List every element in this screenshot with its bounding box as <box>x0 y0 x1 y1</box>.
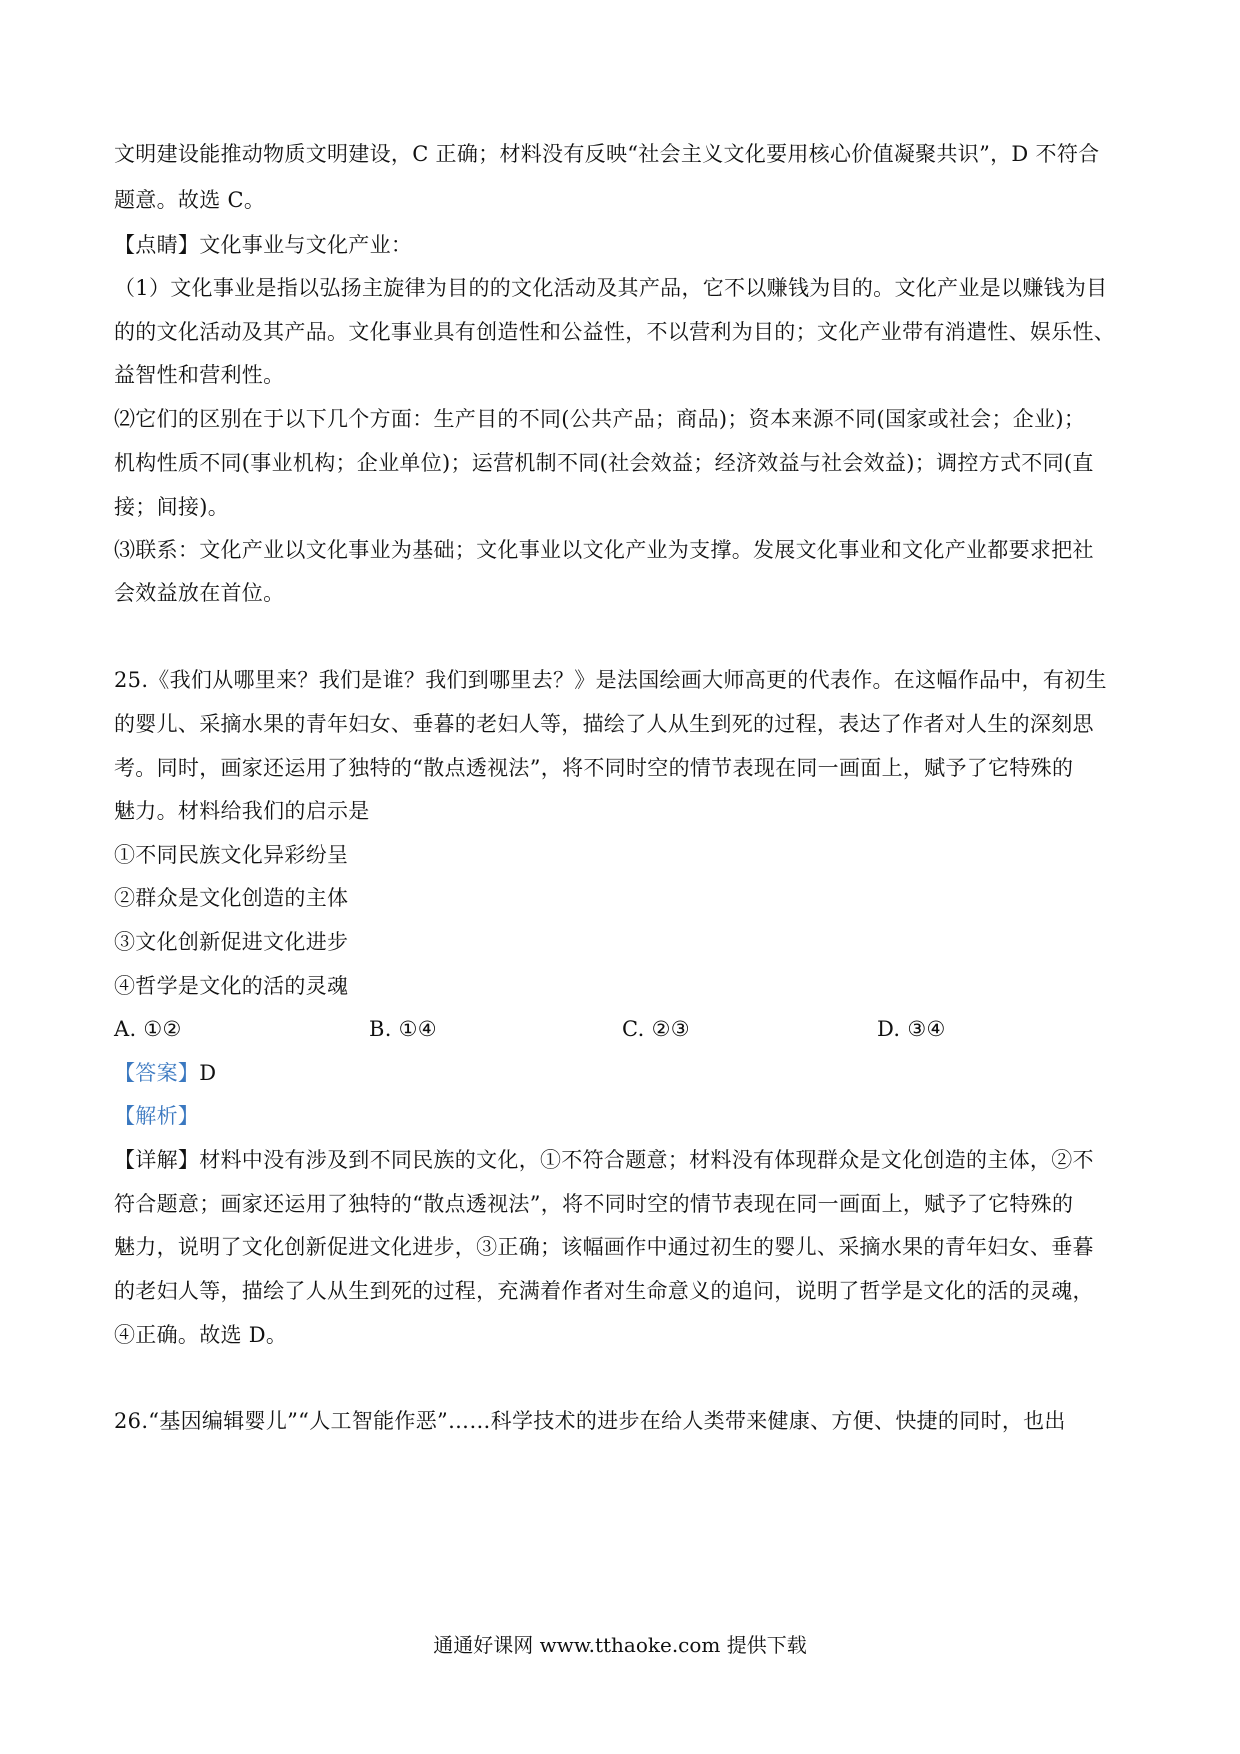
page-footer: 通通好课网 www.tthaoke.com 提供下载 <box>433 1633 807 1657</box>
q25-statement-2: ②群众是文化创造的主体 <box>114 886 349 910</box>
q25-statement-3: ③文化创新促进文化进步 <box>114 930 349 954</box>
q25-stem-line-3: 考。同时，画家还运用了独特的“散点透视法”，将不同时空的情节表现在同一画面上，赋予了它特殊的 <box>114 756 1074 780</box>
point-note-line-1: （1）文化事业是指以弘扬主旋律为目的的文化活动及其产品，它不以赚钱为目的。文化产业是以赚钱为目 <box>114 276 1108 300</box>
q26-stem-line-1: 26.“基因编辑婴儿”“人工智能作恶”……科学技术的进步在给人类带来健康、方便、快捷的同时，也出 <box>114 1409 1066 1433</box>
q25-statement-1: ①不同民族文化异彩纷呈 <box>114 843 349 867</box>
q25-option-d: D. ③④ <box>877 1017 946 1041</box>
q25-option-b: B. ①④ <box>369 1017 437 1041</box>
q25-option-c: C. ②③ <box>622 1017 690 1041</box>
analysis-label: 【解析】 <box>114 1104 200 1128</box>
point-note-line-4: ⑵它们的区别在于以下几个方面：生产目的不同(公共产品；商品)；资本来源不同(国家或社会；企业)； <box>114 407 1086 431</box>
point-note-line-5: 机构性质不同(事业机构；企业单位)；运营机制不同(社会效益；经济效益与社会效益)；调控方式不同(直 <box>114 451 1094 475</box>
q25-detail-line-4: 的老妇人等，描绘了人从生到死的过程，充满着作者对生命意义的追问，说明了哲学是文化的活的灵魂， <box>114 1279 1094 1303</box>
q25-detail-line-3: 魅力，说明了文化创新促进文化进步，③正确；该幅画作中通过初生的婴儿、采摘水果的青年妇女、垂暮 <box>114 1235 1094 1259</box>
q25-detail-line-5: ④正确。故选 D。 <box>114 1323 288 1347</box>
q25-answer-line <box>114 1059 216 1087</box>
point-note-line-3: 益智性和营利性。 <box>114 363 285 387</box>
q25-options-row <box>114 1015 1134 1043</box>
point-note-line-2: 的的文化活动及其产品。文化事业具有创造性和公益性，不以营利为目的；文化产业带有消遣性、娱乐性、 <box>114 320 1116 344</box>
q25-detail-line-1: 【详解】材料中没有涉及到不同民族的文化，①不符合题意；材料没有体现群众是文化创造的主体，②不 <box>114 1148 1094 1172</box>
point-note-line-6: 接；间接)。 <box>114 495 229 519</box>
answer-value: D <box>199 1061 217 1085</box>
q25-statement-4: ④哲学是文化的活的灵魂 <box>114 974 349 998</box>
point-note-heading: 【点睛】文化事业与文化产业： <box>114 233 413 257</box>
q25-detail-line-2: 符合题意；画家还运用了独特的“散点透视法”，将不同时空的情节表现在同一画面上，赋予了它特殊的 <box>114 1192 1074 1216</box>
prev-explanation-line-2: 题意。故选 C。 <box>114 188 266 212</box>
q25-option-a: A. ①② <box>114 1017 182 1041</box>
point-note-line-7: ⑶联系：文化产业以文化事业为基础；文化事业以文化产业为支撑。发展文化事业和文化产业都要求把社 <box>114 538 1094 562</box>
prev-explanation-line-1: 文明建设能推动物质文明建设，C 正确；材料没有反映“社会主义文化要用核心价值凝聚共识”，D 不符合 <box>114 142 1100 166</box>
q25-stem-line-2: 的婴儿、采摘水果的青年妇女、垂暮的老妇人等，描绘了人从生到死的过程，表达了作者对人生的深刻思 <box>114 712 1094 736</box>
q25-stem-line-1: 25.《我们从哪里来？我们是谁？我们到哪里去？》是法国绘画大师高更的代表作。在这幅作品中，有初生 <box>114 668 1107 692</box>
answer-label: 【答案】 <box>114 1061 200 1085</box>
q25-stem-line-4: 魅力。材料给我们的启示是 <box>114 799 370 823</box>
point-note-line-8: 会效益放在首位。 <box>114 581 285 605</box>
